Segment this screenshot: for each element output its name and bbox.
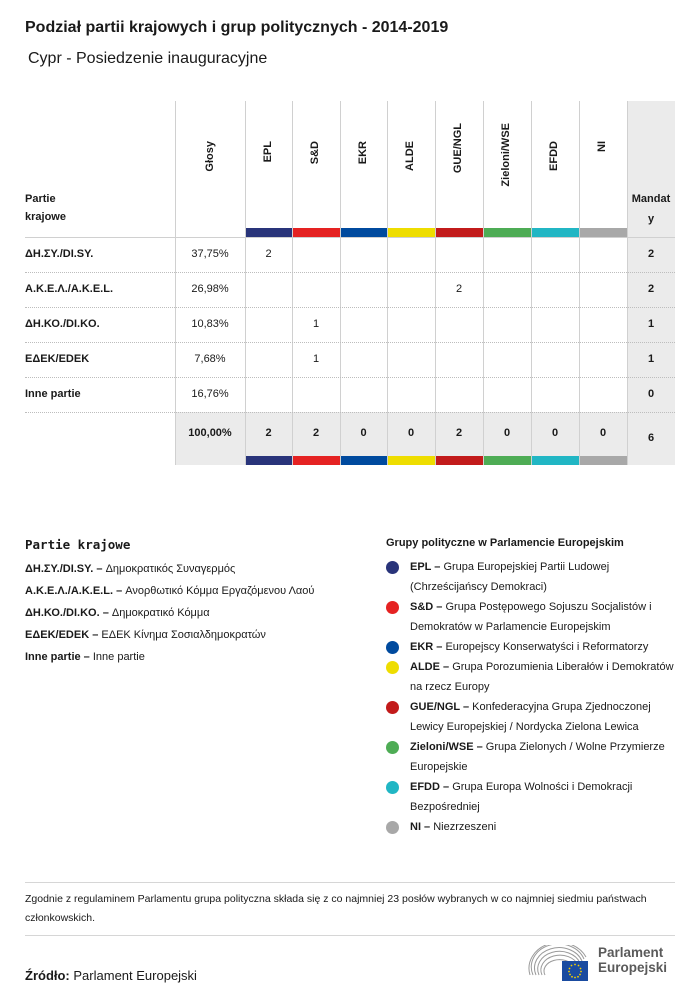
- legend-group-abbr: EPL: [410, 561, 432, 573]
- corner-label-line1: Partie: [25, 193, 56, 205]
- legend-party-abbr: ΕΔΕΚ/EDEK: [25, 629, 90, 641]
- group-color-bar: [246, 456, 292, 465]
- legend-group-name: Niezrzeszeni: [433, 821, 497, 833]
- column-divider: [387, 101, 388, 465]
- legend-party-abbr: Α.Κ.Ε.Λ./A.K.E.L.: [25, 585, 114, 597]
- total-seats: 6: [647, 432, 655, 444]
- group-color-bar: [436, 228, 483, 237]
- legend-group-name: Grupa Zielonych / Wolne Przymierze Europejskie: [410, 741, 665, 773]
- row-party-name: ΕΔΕΚ/EDEK: [25, 353, 90, 365]
- group-color-bar: [293, 456, 340, 465]
- source-value: Parlament Europejski: [73, 968, 197, 983]
- logo-text: Parlament Europejski: [598, 945, 668, 975]
- legend-group-item: EPL – Grupa Europejskiej Partii Ludowej (Chrześcijańscy Demokraci): [386, 557, 686, 597]
- group-header-5: Zieloni/WSE: [500, 123, 512, 187]
- legend-group-name: Konfederacyjna Grupa Zjednoczonej Lewicy Europejskiej / Nordycka Zielona Lewica: [410, 701, 651, 733]
- column-divider: [340, 101, 341, 465]
- group-color-dot-icon: [386, 561, 399, 574]
- row-party-name: ΔΗ.ΣΥ./DI.SY.: [25, 248, 94, 260]
- row-group-seats: 2: [455, 283, 463, 295]
- group-color-bar: [580, 228, 627, 237]
- parliament-hemicycle-icon: [528, 945, 592, 983]
- group-color-bar: [484, 456, 531, 465]
- row-seats: 2: [647, 248, 655, 260]
- total-group-seats: 0: [503, 427, 511, 439]
- group-color-dot-icon: [386, 701, 399, 714]
- legend-group-abbr: S&D: [410, 601, 434, 613]
- page-subtitle: Cypr - Posiedzenie inauguracyjne: [28, 50, 268, 67]
- legend-group-name: Grupa Porozumienia Liberałów i Demokratów na rzecz Europy: [410, 661, 674, 693]
- row-divider: [25, 342, 675, 343]
- group-header-3: ALDE: [404, 141, 416, 171]
- row-party-name: Inne partie: [25, 388, 81, 400]
- european-parliament-logo: [528, 945, 678, 985]
- row-votes: 16,76%: [191, 388, 229, 400]
- legend-group-abbr: NI: [410, 821, 421, 833]
- column-divider: [292, 101, 293, 465]
- legend-group-item: EKR – Europejscy Konserwatyści i Reformatorzy: [386, 637, 686, 657]
- legend-party-item: Inne partie – Inne partie: [25, 651, 145, 663]
- legend-political-groups: [386, 537, 686, 837]
- group-color-bar: [532, 456, 579, 465]
- group-color-bar: [341, 456, 387, 465]
- legend-group-item: S&D – Grupa Postępowego Sojuszu Socjalistów i Demokratów w Parlamencie Europejskim: [386, 597, 686, 637]
- legend-group-item: ALDE – Grupa Porozumienia Liberałów i Demokratów na rzecz Europy: [386, 657, 686, 697]
- seats-header-line2: y: [647, 213, 655, 225]
- legend-party-item: ΕΔΕΚ/EDEK – ΕΔΕΚ Κίνημα Σοσιαλδημοκρατών: [25, 629, 266, 641]
- legend-group-abbr: Zieloni/WSE: [410, 741, 474, 753]
- group-color-dot-icon: [386, 741, 399, 754]
- total-group-seats: 0: [360, 427, 367, 439]
- header-divider: [25, 237, 675, 238]
- legend-party-abbr: ΔΗ.ΣΥ./DI.SY.: [25, 563, 94, 575]
- legend-party-name: Inne partie: [92, 651, 145, 663]
- group-header-6: EFDD: [548, 141, 560, 171]
- legend-party-abbr: Inne partie: [25, 651, 81, 663]
- total-group-seats: 2: [455, 427, 463, 439]
- group-color-bar: [388, 456, 435, 465]
- legend-group-name: Grupa Postępowego Sojuszu Socjalistów i Demokratów w Parlamencie Europejskim: [410, 601, 652, 633]
- legend-party-name: Δημοκρατικός Συναγερμός: [105, 563, 236, 575]
- group-header-0: EPL: [261, 141, 274, 163]
- column-divider: [483, 101, 484, 465]
- group-color-dot-icon: [386, 661, 399, 674]
- group-color-bar: [388, 228, 435, 237]
- row-votes: 26,98%: [191, 283, 229, 295]
- legend-party-name: Ανορθωτικό Κόμμα Εργαζόμενου Λαού: [125, 585, 315, 597]
- total-group-seats: 2: [312, 427, 320, 439]
- row-divider: [25, 412, 675, 413]
- row-group-seats: 1: [312, 318, 320, 330]
- legend-party-name: ΕΔΕΚ Κίνημα Σοσιαλδημοκρατών: [101, 629, 266, 641]
- legend-group-abbr: EFDD: [410, 781, 440, 793]
- group-color-bar: [246, 228, 292, 237]
- group-header-1: S&D: [309, 141, 321, 165]
- group-color-bar: [436, 456, 483, 465]
- seats-header-line1: Mandat: [631, 193, 671, 205]
- row-seats: 2: [647, 283, 655, 295]
- row-divider: [25, 272, 675, 273]
- legend-group-abbr: GUE/NGL: [410, 701, 460, 713]
- corner-label-line2: krajowe: [25, 211, 66, 223]
- legend-party-item: ΔΗ.ΣΥ./DI.SY. – Δημοκρατικός Συναγερμός: [25, 563, 236, 575]
- legend-group-name: Europejscy Konserwatyści i Reformatorzy: [445, 641, 649, 653]
- group-header-2: EKR: [356, 141, 369, 165]
- row-votes: 37,75%: [191, 248, 229, 260]
- group-color-bar: [293, 228, 340, 237]
- group-color-bar: [532, 228, 579, 237]
- group-color-dot-icon: [386, 781, 399, 794]
- legend-group-item: Zieloni/WSE – Grupa Zielonych / Wolne Przymierze Europejskie: [386, 737, 686, 777]
- group-header-4: GUE/NGL: [452, 123, 464, 174]
- page-title: Podział partii krajowych i grup politycznych - 2014-2019: [25, 19, 449, 36]
- legend-group-name: Grupa Europa Wolności i Demokracji Bezpośredniej: [410, 781, 633, 813]
- source-label: Źródło:: [25, 968, 70, 983]
- legend-group-abbr: EKR: [410, 641, 434, 653]
- group-color-dot-icon: [386, 641, 399, 654]
- row-group-seats: 2: [265, 248, 272, 260]
- total-group-seats: 0: [407, 427, 415, 439]
- total-group-seats: 2: [265, 427, 272, 439]
- row-divider: [25, 307, 675, 308]
- footnote: Zgodnie z regulaminem Parlamentu grupa polityczna składa się z co najmniej 23 posłów wybranych w co najmniej siedmiu państwach członkowskich.: [25, 893, 647, 924]
- total-group-seats: 0: [551, 427, 559, 439]
- row-divider: [25, 377, 675, 378]
- row-party-name: Α.Κ.Ε.Λ./A.K.E.L.: [25, 283, 114, 295]
- legend-group-item: GUE/NGL – Konfederacyjna Grupa Zjednoczonej Lewicy Europejskiej / Nordycka Zielona Lewica: [386, 697, 686, 737]
- legend-group-item: NI – Niezrzeszeni: [386, 817, 686, 837]
- legend-group-item: EFDD – Grupa Europa Wolności i Demokracji Bezpośredniej: [386, 777, 686, 817]
- legend-party-item: ΔΗ.ΚΟ./DI.KO. – Δημοκρατικό Κόμμα: [25, 607, 210, 619]
- group-header-7: NI: [596, 141, 608, 152]
- legend-national-parties: [25, 537, 314, 671]
- legend-group-name: Grupa Europejskiej Partii Ludowej (Chrześcijańscy Demokraci): [410, 561, 610, 593]
- total-votes: 100,00%: [188, 427, 232, 439]
- group-color-bar: [341, 228, 387, 237]
- source-line: [25, 968, 197, 983]
- votes-header: Głosy: [204, 141, 216, 172]
- row-party-name: ΔΗ.ΚΟ./DI.KO.: [25, 318, 100, 330]
- legend-party-abbr: ΔΗ.ΚΟ./DI.KO.: [25, 607, 100, 619]
- divider: [25, 882, 675, 883]
- column-divider: [245, 101, 246, 465]
- row-seats: 1: [647, 353, 655, 365]
- divider: [25, 935, 675, 936]
- column-divider: [531, 101, 532, 465]
- column-divider: [579, 101, 580, 465]
- row-seats: 0: [647, 388, 655, 400]
- legend-party-name: Δημοκρατικό Κόμμα: [111, 607, 210, 619]
- row-group-seats: 1: [312, 353, 320, 365]
- group-color-bar: [580, 456, 627, 465]
- group-color-bar: [484, 228, 531, 237]
- legend-group-abbr: ALDE: [410, 661, 440, 673]
- row-votes: 10,83%: [191, 318, 229, 330]
- legend-groups-heading: Grupy polityczne w Parlamencie Europejskim: [386, 537, 624, 549]
- group-color-dot-icon: [386, 821, 399, 834]
- row-votes: 7,68%: [194, 353, 226, 365]
- legend-party-item: Α.Κ.Ε.Λ./A.K.E.L. – Ανορθωτικό Κόμμα Εργαζόμενου Λαού: [25, 585, 315, 597]
- total-group-seats: 0: [599, 427, 607, 439]
- group-color-dot-icon: [386, 601, 399, 614]
- row-seats: 1: [647, 318, 655, 330]
- legend-parties-heading: Partie krajowe: [25, 537, 131, 552]
